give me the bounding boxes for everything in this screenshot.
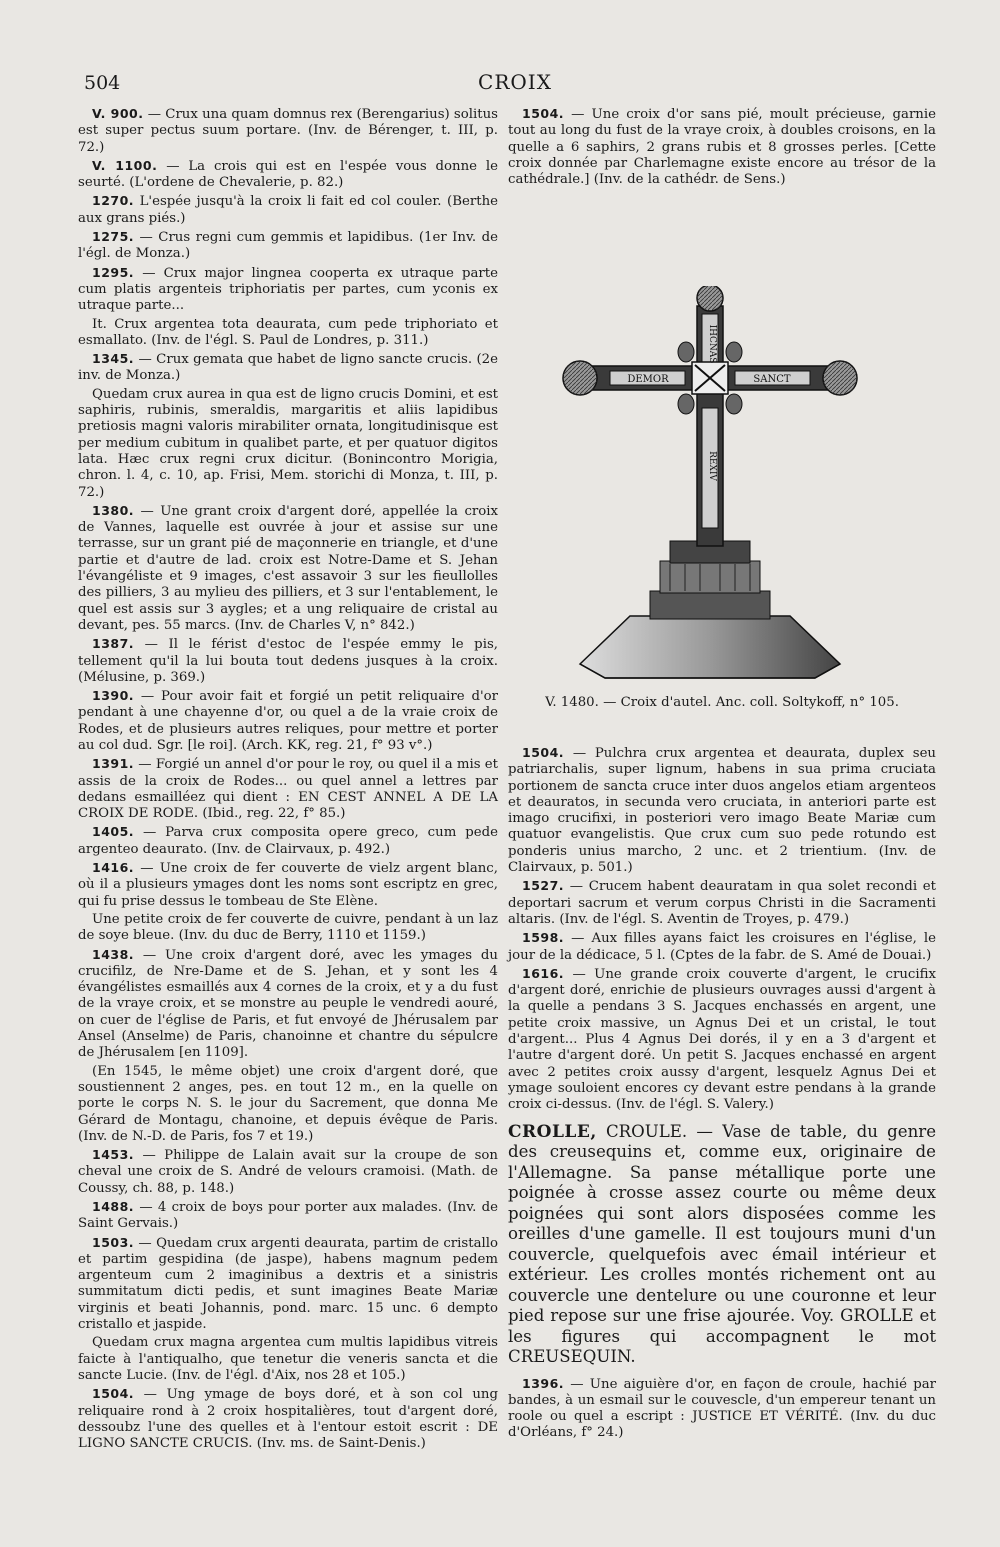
entry-year: 1503. [92, 1234, 135, 1250]
entry [78, 636, 498, 686]
entry [508, 1376, 936, 1442]
inscription-bottom: REXIV [707, 451, 717, 481]
entry-text: — Une croix d'argent doré, avec les ymages du crucifilz, de Nre-Dame et de S. Jehan, et y sont les 4 évangélistes esmaillés aux 4 cornes de la croix, et y a du fust de la vraye croix, et se monstre au peuple le vendredi aouré, on cuer de l'église de Paris, et fut envoyé de Jhérusalem par Ansel (Anselme) de Paris, chanoinne et chantre du sépulcre de Jhérusalem [en 1109]. [78, 947, 498, 1061]
entry [508, 930, 936, 964]
entry [78, 947, 498, 1062]
entry [78, 1147, 498, 1197]
inscription-top: IHCNAS [707, 324, 717, 364]
entry [78, 1199, 498, 1233]
entry [78, 912, 498, 945]
crolle-entry [508, 1122, 936, 1368]
inscription-left: DEMOR [627, 374, 669, 385]
entry-year: 1598. [522, 930, 565, 946]
entry-text: — La crois qui est en l'espée vous donne le seurté. (L'ordene de Chevalerie, p. 82.) [78, 158, 498, 191]
entry-text: — Une croix de fer couverte de vielz argent blanc, où il a plusieurs ymages dont les noms sont escriptz en grec, qui fu prise dessus le tombeau de Ste Elène. [78, 861, 498, 909]
entry-text: — Crus regni cum gemmis et lapidibus. (1er Inv. de l'égl. de Monza.) [78, 230, 498, 262]
entry-text: — Pour avoir fait et forgié un petit reliquaire d'or pendant à une chayenne d'or, ou quel a de la vraie croix de Rodes, et de plusieurs autres reliques, pour mettre et porter au col dud. Sgr. [le roi]. (Arch. KK, reg. 21, f° 93 v°.) [78, 689, 498, 753]
entry-text: — Crux una quam domnus rex (Berengarius) solitus est super pectus suum portare. (Inv. de Bérenger, t. III, p. 72.) [78, 107, 499, 155]
entry-text: — Une grant croix d'argent doré, appellée la croix de Vannes, laquelle est ouvrée à jour et assise sur une terrasse, sur un grant pié de maçonnerie en triangle, et d'une partie et d'autre de lad. croix est Notre-Dame et S. Jehan l'évangéliste et 9 images, c'est assavoir 3 sur les fieullolles des pilliers, 3 au mylieu des pilliers, et 3 sur l'entablement, le quel est assis sur 3 aygles; et a ung reliquaire de cristal au devant, pes. 55 marcs. (Inv. de Charles V, n° 842.) [78, 503, 499, 633]
entry-year: 1504. [522, 106, 565, 121]
entry [78, 503, 498, 634]
entry-text: — Aux filles ayans faict les croisures en l'église, le jour de la dédicace, 5 l. (Cptes de la fabr. de S. Amé de Douai.) [508, 931, 936, 963]
entry-text: — Il le férist d'estoc de l'espée emmy le pis, tellement qu'il la lui bouta tout dedens jusques à la croix. (Mélusine, p. 369.) [78, 637, 498, 685]
right-column-top [508, 106, 936, 190]
entry [78, 1064, 498, 1145]
headword: CROLLE, [508, 1121, 597, 1142]
entry-text: — Crux major lingnea cooperta ex utraque parte cum platis argenteis triphoriatis per partes, cum yconis ex utraque parte... [78, 265, 498, 314]
entry [78, 756, 498, 822]
entry-year: 1405. [92, 824, 135, 840]
entry-text: — Quedam crux argenti deaurata, partim de cristallo et partim gespidina (de jaspe), habens magnum pedem argenteum cum 2 imaginibus a dextris et a sinistris summitatum dicti pedis, et sunt imagines Beate Mariæ virginis et beati Johannis, pond. marc. 15 unc. 6 dempto cristallo et jaspide. [78, 1235, 499, 1333]
entry-year: 1295. [92, 264, 135, 280]
entry [78, 1386, 498, 1452]
entry [78, 229, 498, 263]
entry-text: It. Crux argentea tota deaurata, cum pede triphoriato et esmallato. (Inv. de l'égl. S. Paul de Londres, p. 311.) [78, 316, 498, 348]
altar-cross-figure [560, 286, 860, 686]
entry-year: 1453. [92, 1147, 135, 1163]
entry-year: 1527. [522, 878, 565, 894]
figure-caption: V. 1480. — Croix d'autel. Anc. coll. Soltykoff, n° 105. [545, 695, 899, 710]
entry-text: (En 1545, le même objet) une croix d'argent doré, que soustiennent 2 anges, pes. en tout 12 m., en la quelle on porte le corps N. S. le jour du Sacrement, que donna Me Gérard de Montagu, chanoine, et depuis évêque de Paris. (Inv. de N.-D. de Paris, fos 7 et 19.) [78, 1063, 498, 1144]
entry-year: 1345. [92, 351, 135, 367]
entry-text: — Philippe de Lalain avait sur la croupe de son cheval une croix de S. André de velours cramoisi. (Math. de Coussy, ch. 88, p. 148.) [78, 1148, 498, 1196]
headword-variant: CROULE. [605, 1121, 688, 1141]
right-column-bottom [508, 745, 936, 1444]
entry-text: — Une aiguière d'or, en façon de croule, hachié par bandes, à un esmail sur le couvescle, d'un empereur tenant un roole ou quel a escript : JUSTICE ET VÉRITÉ. (Inv. du duc d'Orléans, f° 24.) [508, 1376, 936, 1441]
entry-year: 1275. [92, 229, 135, 245]
entry-year: V. 1100. [92, 157, 158, 173]
entry-text: — Crux gemata que habet de ligno sancte crucis. (2e inv. de Monza.) [78, 352, 498, 384]
entry-year: 1504. [92, 1386, 135, 1402]
entry [508, 745, 936, 876]
entry-text: — 4 croix de boys pour porter aux malades. (Inv. de Saint Gervais.) [78, 1200, 498, 1232]
entry [78, 688, 498, 754]
entry-text: — Forgié un annel d'or pour le roy, ou quel il a mis et assis de la croix de Rodes... ou quel annel a lettres par dedans esmailléez qui dient : EN CEST ANNEL A DE LA CROIX DE RODE. (Ibid., reg. 22, f° 85.) [78, 757, 499, 822]
entry [78, 1335, 498, 1384]
page-number: 504 [84, 72, 121, 94]
entry-text: Une petite croix de fer couverte de cuivre, pendant à un laz de soye bleue. (Inv. du duc de Berry, 1110 et 1159.) [78, 911, 498, 944]
inscription-right: SANCT [753, 374, 791, 385]
entry-text: Quedam crux aurea in qua est de ligno crucis Domini, et est saphiris, rubinis, smeraldis, margaritis et aliis lapidibus pretiosis magni valoris mirabiliter ornata, longitudinisque est per medium cubitum in qualibet parte, et per quatuor digitos lata. Hæc crux regni crux dicitur. (Bonincontro Morigia, chron. l. 4, c. 10, ap. Frisi, Mem. storichi di Monza, t. III, p. 72.) [78, 386, 498, 500]
entry-year: 1391. [92, 756, 135, 772]
entry-year: 1270. [92, 193, 135, 209]
entry-text: — Ung ymage de boys doré, et à son col ung reliquaire rond à 2 croix hospitalières, tout d'argent doré, dessoubz l'une des quelles et à l'entour estoit escrit : DE LIGNO SANCTE CRUCIS. (Inv. ms. de Saint-Denis.) [78, 1387, 498, 1452]
left-column [78, 106, 498, 1454]
entry [508, 106, 936, 188]
entry [78, 106, 498, 156]
crolle-definition: — Vase de table, du genre des creusequins et, comme eux, originaire de l'Allemagne. Sa panse métallique porte une poignée à crosse assez courte ou même deux poignées qui sont alors disposées comme les oreilles d'une gamelle. Il est toujours muni d'un couvercle, quelquefois avec émail intérieur et extérieur. Les crolles montés richement ont au couvercle une dentelure ou une couronne et leur pied repose sur une frise ajourée. Voy. GROLLE et les figures qui accompagnent le mot CREUSEQUIN. [508, 1121, 937, 1367]
entry [78, 265, 498, 315]
entry [78, 387, 498, 501]
entry-year: 1390. [92, 688, 135, 704]
entry-year: 1504. [522, 745, 565, 760]
entry-text: — Pulchra crux argentea et deaurata, duplex seu patriarchalis, super lignum, habens in sua prima cruciata portionem de sancta cruce inter duos angelos etiam argenteos et deauratos, in secunda vero cruciata, in anteriori parte est imago crucifixi, in posteriori vero imago Beate Mariæ cum quatuor evangelistis. Que crux cum suo pede rotundo est ponderis unius marcho, 2 unc. et 2 trientium. (Inv. de Clairvaux, p. 501.) [508, 746, 936, 876]
entry-year: 1616. [522, 965, 565, 981]
entry-text: L'espée jusqu'à la croix li fait ed col couler. (Berthe aux grans piés.) [78, 194, 498, 226]
entry-text: — Une croix d'or sans pié, moult précieuse, garnie tout au long du fust de la vraye croix, à doubles croisons, en la quelle a 6 saphirs, 2 grans rubis et 8 grosses perles. [Cette croix donnée par Charlemagne existe encore au trésor de la cathédrale.] (Inv. de la cathédr. de Sens.) [508, 107, 936, 188]
entry-text: — Parva crux composita opere greco, cum pede argenteo deaurato. (Inv. de Clairvaux, p. 492.) [78, 825, 498, 857]
running-title: CROIX [478, 70, 552, 94]
entry-year: 1396. [522, 1375, 565, 1391]
entry-year: V. 900. [92, 106, 144, 121]
entry-year: 1438. [92, 946, 135, 962]
entry [78, 824, 498, 858]
entry [508, 878, 936, 928]
entry-year: 1387. [92, 636, 135, 652]
entry [78, 193, 498, 227]
entry [78, 317, 498, 350]
entry [78, 158, 498, 192]
entry [78, 860, 498, 910]
entry-text: Quedam crux magna argentea cum multis lapidibus vitreis faicte à l'antiqualho, que tenetur die veneris sancta et die sancte Lucie. (Inv. de l'égl. d'Aix, nos 28 et 105.) [78, 1335, 498, 1383]
entry-text: — Une grande croix couverte d'argent, le crucifix d'argent doré, enrichie de plusieurs ouvrages aussi d'argent à la quelle a pendans 3 S. Jacques enchassés en argent, une petite croix massive, un Agnus Dei et un cristal, le tout d'argent... Plus 4 Agnus Dei dorés, il y en a 3 d'argent et l'autre d'argent doré. Un petit S. Jacques enchassé en argent avec 2 petites croix aussy d'argent, lesquelz Agnus Dei et ymage souloient encores cy devant estre pendans à la grande croix ci-dessus. (Inv. de l'égl. S. Valery.) [508, 966, 936, 1113]
entry [78, 1235, 498, 1334]
entry [78, 351, 498, 385]
entry-year: 1380. [92, 502, 135, 518]
entry-text: — Crucem habent deauratam in qua solet recondi et deportari sacrum et verum corpus Christi in die Sacramenti altaris. (Inv. de l'égl. S. Aventin de Troyes, p. 479.) [508, 879, 937, 927]
entry-year: 1416. [92, 860, 135, 876]
entry-year: 1488. [92, 1199, 135, 1214]
entry [508, 966, 936, 1114]
